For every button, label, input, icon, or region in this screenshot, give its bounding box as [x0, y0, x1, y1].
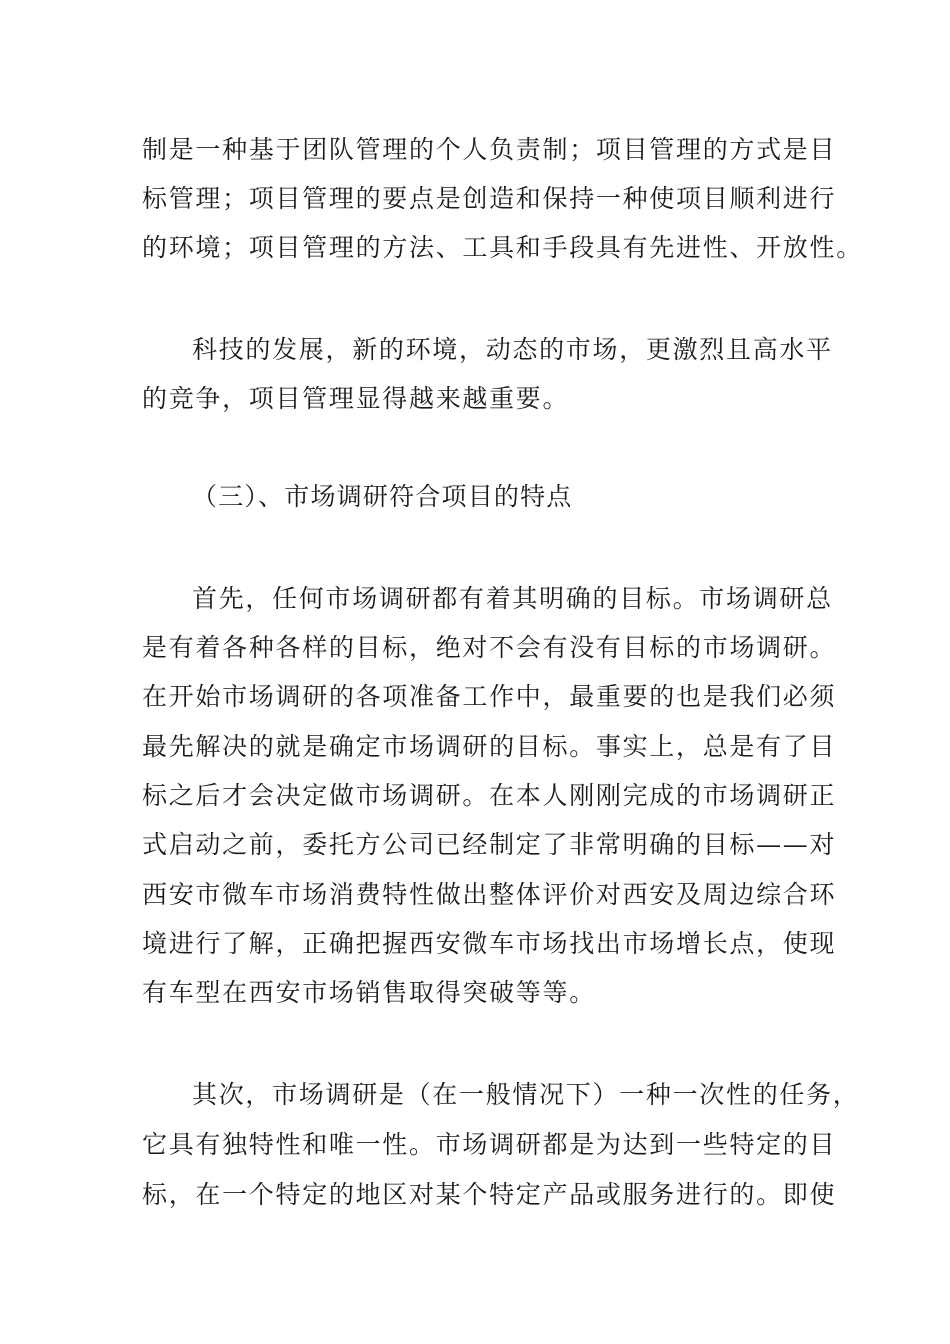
paragraph-4-line-6: 式启动之前，委托方公司已经制定了非常明确的目标——对: [142, 830, 837, 859]
paragraph-1-line-2: 标管理；项目管理的要点是创造和保持一种使项目顺利进行: [142, 184, 837, 213]
paragraph-4-line-1: 首先，任何市场调研都有着其明确的目标。市场调研总: [192, 584, 833, 613]
paragraph-2-line-2: 的竞争，项目管理显得越来越重要。: [142, 384, 570, 413]
paragraph-5-line-3: 标，在一个特定的地区对某个特定产品或服务进行的。即使: [142, 1180, 837, 1209]
paragraph-4-line-7: 西安市微车市场消费特性做出整体评价对西安及周边综合环: [142, 880, 837, 909]
paragraph-5-line-1: 其次，市场调研是（在一般情况下）一种一次性的任务，: [192, 1080, 860, 1109]
paragraph-2-line-1: 科技的发展，新的环境，动态的市场，更激烈且高水平: [192, 335, 833, 364]
paragraph-4-line-9: 有车型在西安市场销售取得突破等等。: [142, 978, 596, 1007]
paragraph-4-line-2: 是有着各种各样的目标，绝对不会有没有目标的市场调研。: [142, 633, 837, 662]
paragraph-4-line-8: 境进行了解，正确把握西安微车市场找出市场增长点，使现: [142, 929, 837, 958]
paragraph-1-line-1: 制是一种基于团队管理的个人负责制；项目管理的方式是目: [142, 135, 837, 164]
section-heading: （三）、市场调研符合项目的特点: [192, 482, 573, 511]
paragraph-1-line-3: 的环境；项目管理的方法、工具和手段具有先进性、开放性。: [142, 233, 863, 262]
paragraph-5-line-2: 它具有独特性和唯一性。市场调研都是为达到一些特定的目: [142, 1130, 837, 1159]
paragraph-4-line-3: 在开始市场调研的各项准备工作中，最重要的也是我们必须: [142, 682, 837, 711]
paragraph-4-line-4: 最先解决的就是确定市场调研的目标。事实上，总是有了目: [142, 732, 837, 761]
paragraph-4-line-5: 标之后才会决定做市场调研。在本人刚刚完成的市场调研正: [142, 781, 837, 810]
